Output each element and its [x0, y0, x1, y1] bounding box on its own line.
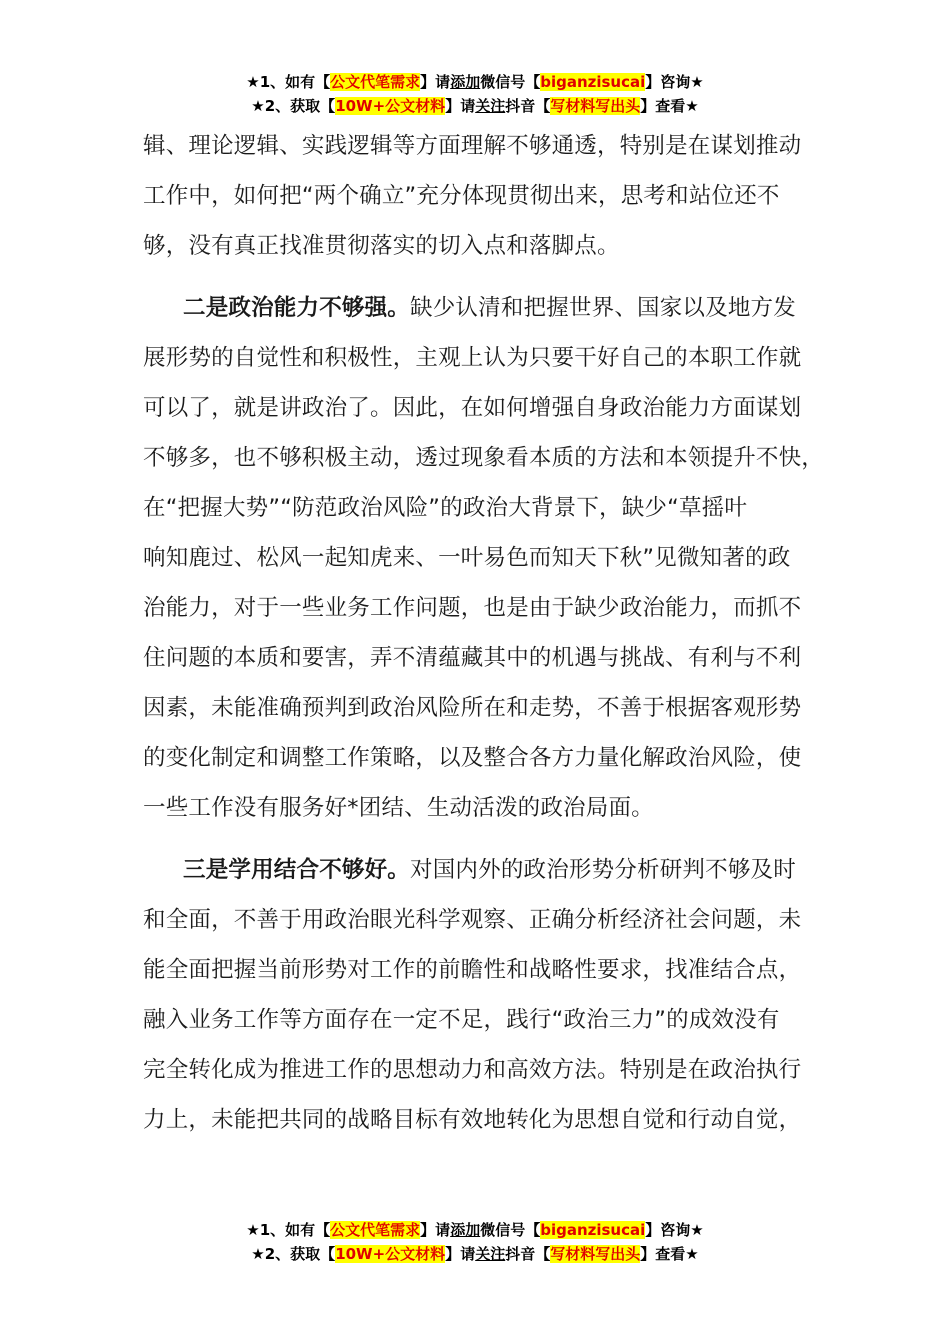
text-line: 工作中，如何把“两个确立”充分体现贯彻出来，思考和站位还不 — [143, 183, 780, 209]
highlight-text: 10W+公文材料 — [335, 1245, 446, 1263]
footer-text: 】查看★ — [640, 1245, 699, 1263]
text-line: 治能力，对于一些业务工作问题，也是由于缺少政治能力，而抓不 — [143, 595, 802, 621]
highlight-text: biganzisucai — [540, 73, 646, 91]
text-line: 不够多，也不够积极主动，透过现象看本质的方法和本领提升不快， — [143, 445, 825, 471]
footer-line-2 — [0, 1242, 950, 1266]
underlined-text: 添加 — [450, 1221, 481, 1239]
underlined-text: 添加 — [450, 73, 481, 91]
underlined-text: 关注 — [475, 97, 506, 115]
text-line: 融入业务工作等方面存在一定不足，践行“政治三力”的成效没有 — [143, 1007, 780, 1033]
text-line: 够，没有真正找准贯彻落实的切入点和落脚点。 — [143, 233, 620, 259]
header-text: 】请 — [420, 73, 451, 91]
text-line: 展形势的自觉性和积极性，主观上认为只要干好自己的本职工作就 — [143, 345, 802, 371]
text-line: 能全面把握当前形势对工作的前瞻性和战略性要求，找准结合点， — [143, 957, 802, 983]
text-line: 可以了，就是讲政治了。因此，在如何增强自身政治能力方面谋划 — [143, 395, 802, 421]
header-line-1 — [0, 70, 950, 94]
header-banner — [0, 70, 950, 118]
text-span: 缺少认清和把握世界、国家以及地方发 — [410, 295, 796, 321]
document-body — [143, 121, 828, 1145]
text-line: 力上，未能把共同的战略目标有效地转化为思想自觉和行动自觉， — [143, 1107, 802, 1133]
header-text: 抖音【 — [505, 97, 551, 115]
paragraph-learning-application — [143, 845, 828, 1145]
header-line-2 — [0, 94, 950, 118]
header-text: ★2、获取【 — [251, 97, 336, 115]
text-span: 对国内外的政治形势分析研判不够及时 — [410, 857, 796, 883]
paragraph-continuation — [143, 121, 828, 271]
text-line: 住问题的本质和要害，弄不清蕴藏其中的机遇与挑战、有利与不利 — [143, 645, 802, 671]
highlight-text: biganzisucai — [540, 1221, 646, 1239]
footer-text: ★1、如有【 — [246, 1221, 331, 1239]
highlight-text: 10W+公文材料 — [335, 97, 446, 115]
footer-text: 】咨询★ — [645, 1221, 704, 1239]
text-line: 辑、理论逻辑、实践逻辑等方面理解不够通透，特别是在谋划推动 — [143, 133, 802, 159]
text-line — [143, 283, 828, 333]
paragraph-political-ability — [143, 283, 828, 833]
highlight-text: 写材料写出头 — [550, 97, 641, 115]
highlight-text: 公文代笔需求 — [330, 73, 421, 91]
text-line: 和全面，不善于用政治眼光科学观察、正确分析经济社会问题，未 — [143, 907, 802, 933]
footer-text: ★2、获取【 — [251, 1245, 336, 1263]
header-text: 】咨询★ — [645, 73, 704, 91]
text-line: 完全转化成为推进工作的思想动力和高效方法。特别是在政治执行 — [143, 1057, 802, 1083]
footer-text: 】请 — [420, 1221, 451, 1239]
footer-text: 微信号【 — [480, 1221, 541, 1239]
text-line: 响知鹿过、松风一起知虎来、一叶易色而知天下秋”见微知著的政 — [143, 545, 791, 571]
text-line: 一些工作没有服务好*团结、生动活泼的政治局面。 — [143, 795, 654, 821]
paragraph-heading: 三是学用结合不够好。 — [183, 857, 411, 883]
footer-text: 】请 — [445, 1245, 476, 1263]
text-line: 的变化制定和调整工作策略，以及整合各方力量化解政治风险，使 — [143, 745, 802, 771]
highlight-text: 公文代笔需求 — [330, 1221, 421, 1239]
header-text: 】查看★ — [640, 97, 699, 115]
header-text: 】请 — [445, 97, 476, 115]
text-line: 在“把握大势”“防范政治风险”的政治大背景下，缺少“草摇叶 — [143, 495, 748, 521]
footer-banner — [0, 1218, 950, 1266]
footer-line-1 — [0, 1218, 950, 1242]
text-line — [143, 845, 828, 895]
footer-text: 抖音【 — [505, 1245, 551, 1263]
paragraph-heading: 二是政治能力不够强。 — [183, 295, 411, 321]
text-line: 因素，未能准确预判到政治风险所在和走势，不善于根据客观形势 — [143, 695, 802, 721]
header-text: ★1、如有【 — [246, 73, 331, 91]
header-text: 微信号【 — [480, 73, 541, 91]
highlight-text: 写材料写出头 — [550, 1245, 641, 1263]
underlined-text: 关注 — [475, 1245, 506, 1263]
